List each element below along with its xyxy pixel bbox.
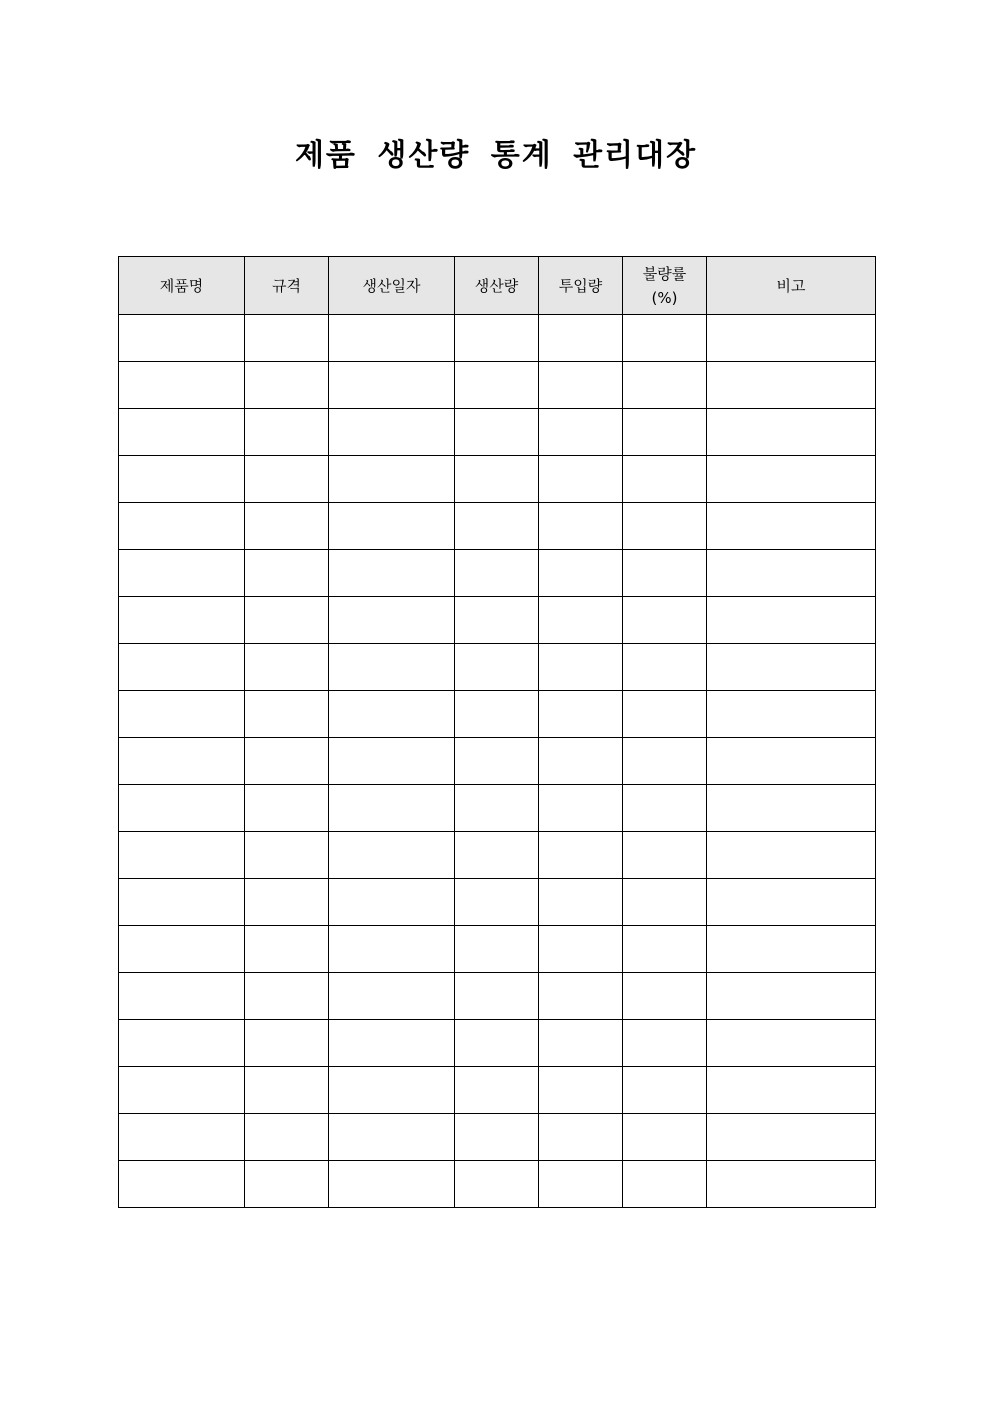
cell-spec[interactable] bbox=[245, 832, 329, 879]
production-ledger-table bbox=[118, 256, 876, 1208]
table-row bbox=[119, 550, 876, 597]
cell-production-quantity[interactable] bbox=[455, 1114, 539, 1161]
cell-product-name[interactable] bbox=[119, 315, 245, 362]
cell-production-date[interactable] bbox=[329, 550, 455, 597]
cell-spec[interactable] bbox=[245, 503, 329, 550]
cell-defect-rate[interactable] bbox=[623, 832, 707, 879]
cell-production-quantity[interactable] bbox=[455, 1067, 539, 1114]
cell-remarks[interactable] bbox=[707, 644, 876, 691]
cell-production-quantity[interactable] bbox=[455, 644, 539, 691]
cell-spec[interactable] bbox=[245, 597, 329, 644]
table-row bbox=[119, 503, 876, 550]
cell-remarks[interactable] bbox=[707, 1067, 876, 1114]
cell-spec[interactable] bbox=[245, 1020, 329, 1067]
cell-product-name[interactable] bbox=[119, 1067, 245, 1114]
cell-defect-rate[interactable] bbox=[623, 597, 707, 644]
cell-defect-rate[interactable] bbox=[623, 456, 707, 503]
table-row bbox=[119, 644, 876, 691]
cell-production-date[interactable] bbox=[329, 1067, 455, 1114]
cell-production-date[interactable] bbox=[329, 785, 455, 832]
cell-production-quantity[interactable] bbox=[455, 503, 539, 550]
cell-input-quantity[interactable] bbox=[539, 926, 623, 973]
cell-product-name[interactable] bbox=[119, 738, 245, 785]
table-row bbox=[119, 1020, 876, 1067]
cell-remarks[interactable] bbox=[707, 362, 876, 409]
table-row bbox=[119, 362, 876, 409]
header-product-name: 제품명 bbox=[119, 257, 245, 315]
cell-input-quantity[interactable] bbox=[539, 409, 623, 456]
cell-remarks[interactable] bbox=[707, 409, 876, 456]
cell-spec[interactable] bbox=[245, 973, 329, 1020]
cell-product-name[interactable] bbox=[119, 644, 245, 691]
cell-remarks[interactable] bbox=[707, 832, 876, 879]
cell-remarks[interactable] bbox=[707, 503, 876, 550]
cell-remarks[interactable] bbox=[707, 1114, 876, 1161]
cell-defect-rate[interactable] bbox=[623, 1161, 707, 1208]
table-row bbox=[119, 832, 876, 879]
header-spec: 규격 bbox=[245, 257, 329, 315]
cell-input-quantity[interactable] bbox=[539, 973, 623, 1020]
cell-product-name[interactable] bbox=[119, 832, 245, 879]
cell-defect-rate[interactable] bbox=[623, 691, 707, 738]
cell-spec[interactable] bbox=[245, 1114, 329, 1161]
cell-product-name[interactable] bbox=[119, 550, 245, 597]
cell-spec[interactable] bbox=[245, 785, 329, 832]
cell-production-quantity[interactable] bbox=[455, 550, 539, 597]
table-header-row bbox=[119, 257, 876, 315]
cell-production-date[interactable] bbox=[329, 597, 455, 644]
header-production-date: 생산일자 bbox=[329, 257, 455, 315]
cell-input-quantity[interactable] bbox=[539, 362, 623, 409]
cell-product-name[interactable] bbox=[119, 973, 245, 1020]
cell-production-quantity[interactable] bbox=[455, 597, 539, 644]
cell-product-name[interactable] bbox=[119, 785, 245, 832]
cell-product-name[interactable] bbox=[119, 1161, 245, 1208]
cell-production-date[interactable] bbox=[329, 456, 455, 503]
cell-spec[interactable] bbox=[245, 1161, 329, 1208]
cell-product-name[interactable] bbox=[119, 503, 245, 550]
table-row bbox=[119, 315, 876, 362]
cell-spec[interactable] bbox=[245, 879, 329, 926]
cell-input-quantity[interactable] bbox=[539, 691, 623, 738]
cell-production-quantity[interactable] bbox=[455, 1161, 539, 1208]
cell-production-quantity[interactable] bbox=[455, 1020, 539, 1067]
table-row bbox=[119, 1067, 876, 1114]
cell-defect-rate[interactable] bbox=[623, 879, 707, 926]
table-row bbox=[119, 691, 876, 738]
cell-remarks[interactable] bbox=[707, 550, 876, 597]
header-input-quantity: 투입량 bbox=[539, 257, 623, 315]
cell-production-quantity[interactable] bbox=[455, 785, 539, 832]
header-defect-rate-label: 불량률(%) bbox=[642, 264, 687, 307]
cell-input-quantity[interactable] bbox=[539, 1020, 623, 1067]
cell-spec[interactable] bbox=[245, 550, 329, 597]
cell-defect-rate[interactable] bbox=[623, 362, 707, 409]
cell-defect-rate[interactable] bbox=[623, 1020, 707, 1067]
cell-remarks[interactable] bbox=[707, 691, 876, 738]
table-row bbox=[119, 597, 876, 644]
cell-spec[interactable] bbox=[245, 409, 329, 456]
cell-production-date[interactable] bbox=[329, 879, 455, 926]
table-row bbox=[119, 1161, 876, 1208]
cell-input-quantity[interactable] bbox=[539, 738, 623, 785]
cell-spec[interactable] bbox=[245, 315, 329, 362]
cell-input-quantity[interactable] bbox=[539, 550, 623, 597]
table-row bbox=[119, 785, 876, 832]
cell-remarks[interactable] bbox=[707, 973, 876, 1020]
cell-spec[interactable] bbox=[245, 1067, 329, 1114]
cell-input-quantity[interactable] bbox=[539, 597, 623, 644]
header-defect-rate bbox=[623, 257, 707, 315]
cell-remarks[interactable] bbox=[707, 926, 876, 973]
cell-input-quantity[interactable] bbox=[539, 1161, 623, 1208]
cell-production-date[interactable] bbox=[329, 926, 455, 973]
cell-production-date[interactable] bbox=[329, 973, 455, 1020]
cell-input-quantity[interactable] bbox=[539, 1067, 623, 1114]
table-row bbox=[119, 926, 876, 973]
header-production-quantity: 생산량 bbox=[455, 257, 539, 315]
cell-defect-rate[interactable] bbox=[623, 503, 707, 550]
cell-remarks[interactable] bbox=[707, 785, 876, 832]
cell-product-name[interactable] bbox=[119, 926, 245, 973]
table-row bbox=[119, 1114, 876, 1161]
cell-defect-rate[interactable] bbox=[623, 1067, 707, 1114]
cell-input-quantity[interactable] bbox=[539, 456, 623, 503]
cell-product-name[interactable] bbox=[119, 691, 245, 738]
cell-production-quantity[interactable] bbox=[455, 879, 539, 926]
cell-production-date[interactable] bbox=[329, 315, 455, 362]
cell-remarks[interactable] bbox=[707, 738, 876, 785]
cell-production-date[interactable] bbox=[329, 1114, 455, 1161]
cell-remarks[interactable] bbox=[707, 597, 876, 644]
table-body bbox=[119, 315, 876, 1208]
cell-defect-rate[interactable] bbox=[623, 409, 707, 456]
cell-defect-rate[interactable] bbox=[623, 973, 707, 1020]
cell-production-date[interactable] bbox=[329, 362, 455, 409]
cell-input-quantity[interactable] bbox=[539, 879, 623, 926]
table-row bbox=[119, 738, 876, 785]
cell-defect-rate[interactable] bbox=[623, 738, 707, 785]
cell-production-quantity[interactable] bbox=[455, 456, 539, 503]
cell-product-name[interactable] bbox=[119, 1114, 245, 1161]
header-remarks: 비고 bbox=[707, 257, 876, 315]
cell-defect-rate[interactable] bbox=[623, 644, 707, 691]
cell-remarks[interactable] bbox=[707, 1020, 876, 1067]
cell-production-date[interactable] bbox=[329, 409, 455, 456]
cell-spec[interactable] bbox=[245, 362, 329, 409]
cell-product-name[interactable] bbox=[119, 409, 245, 456]
cell-input-quantity[interactable] bbox=[539, 503, 623, 550]
table-row bbox=[119, 456, 876, 503]
cell-production-date[interactable] bbox=[329, 644, 455, 691]
table-row bbox=[119, 879, 876, 926]
cell-product-name[interactable] bbox=[119, 879, 245, 926]
cell-production-quantity[interactable] bbox=[455, 832, 539, 879]
cell-remarks[interactable] bbox=[707, 879, 876, 926]
cell-production-date[interactable] bbox=[329, 832, 455, 879]
cell-production-date[interactable] bbox=[329, 1020, 455, 1067]
cell-production-quantity[interactable] bbox=[455, 926, 539, 973]
cell-product-name[interactable] bbox=[119, 456, 245, 503]
cell-production-quantity[interactable] bbox=[455, 315, 539, 362]
cell-spec[interactable] bbox=[245, 926, 329, 973]
cell-production-date[interactable] bbox=[329, 738, 455, 785]
table-row bbox=[119, 973, 876, 1020]
cell-production-date[interactable] bbox=[329, 503, 455, 550]
cell-spec[interactable] bbox=[245, 738, 329, 785]
cell-input-quantity[interactable] bbox=[539, 1114, 623, 1161]
cell-spec[interactable] bbox=[245, 456, 329, 503]
table-row bbox=[119, 409, 876, 456]
cell-production-quantity[interactable] bbox=[455, 362, 539, 409]
cell-product-name[interactable] bbox=[119, 1020, 245, 1067]
page-title: 제품 생산량 통계 관리대장 bbox=[294, 138, 698, 173]
cell-production-quantity[interactable] bbox=[455, 409, 539, 456]
cell-defect-rate[interactable] bbox=[623, 785, 707, 832]
cell-product-name[interactable] bbox=[119, 597, 245, 644]
cell-remarks[interactable] bbox=[707, 315, 876, 362]
cell-production-date[interactable] bbox=[329, 691, 455, 738]
cell-production-date[interactable] bbox=[329, 1161, 455, 1208]
cell-defect-rate[interactable] bbox=[623, 926, 707, 973]
cell-production-quantity[interactable] bbox=[455, 973, 539, 1020]
cell-input-quantity[interactable] bbox=[539, 315, 623, 362]
cell-remarks[interactable] bbox=[707, 456, 876, 503]
cell-defect-rate[interactable] bbox=[623, 550, 707, 597]
cell-input-quantity[interactable] bbox=[539, 785, 623, 832]
cell-input-quantity[interactable] bbox=[539, 644, 623, 691]
cell-input-quantity[interactable] bbox=[539, 832, 623, 879]
cell-defect-rate[interactable] bbox=[623, 1114, 707, 1161]
cell-remarks[interactable] bbox=[707, 1161, 876, 1208]
cell-defect-rate[interactable] bbox=[623, 315, 707, 362]
cell-spec[interactable] bbox=[245, 644, 329, 691]
cell-product-name[interactable] bbox=[119, 362, 245, 409]
cell-production-quantity[interactable] bbox=[455, 691, 539, 738]
cell-production-quantity[interactable] bbox=[455, 738, 539, 785]
cell-spec[interactable] bbox=[245, 691, 329, 738]
